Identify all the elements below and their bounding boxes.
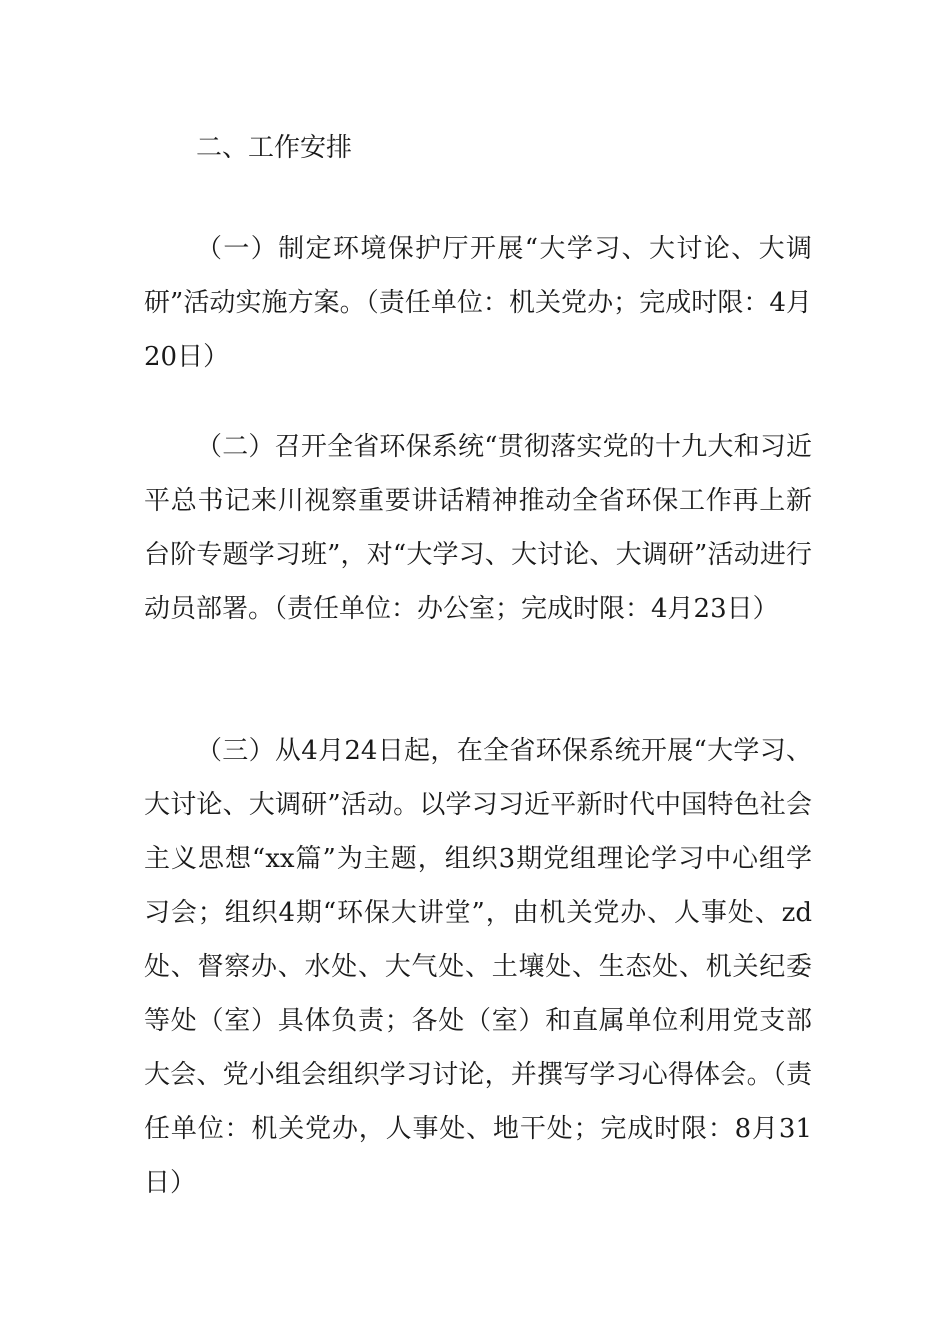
- paragraph-2: （二）召开全省环保系统“贯彻落实党的十九大和习近平总书记来川视察重要讲话精神推动全省环保工作再上新台阶专题学习班”，对“大学习、大讨论、大调研”活动进行动员部署。（责任单位：办公室；完成时限：4月23日）: [144, 432, 812, 624]
- section-heading: 二、工作安排: [196, 133, 353, 163]
- paragraph-3: （三）从4月24日起，在全省环保系统开展“大学习、大讨论、大调研”活动。以学习习近平新时代中国特色社会主义思想“xx篇”为主题，组织3期党组理论学习中心组学习会；组织4期“环保大讲堂”，由机关党办、人事处、zd处、督察办、水处、大气处、土壤处、生态处、机关纪委等处（室）具体负责；各处（室）和直属单位利用党支部大会、党小组会组织学习讨论，并撰写学习心得体会。（责任单位：机关党办，人事处、地干处；完成时限：8月31日）: [144, 736, 812, 1198]
- paragraph-1: （一）制定环境保护厅开展“大学习、大讨论、大调研”活动实施方案。（责任单位：机关党办；完成时限：4月20日）: [144, 234, 812, 372]
